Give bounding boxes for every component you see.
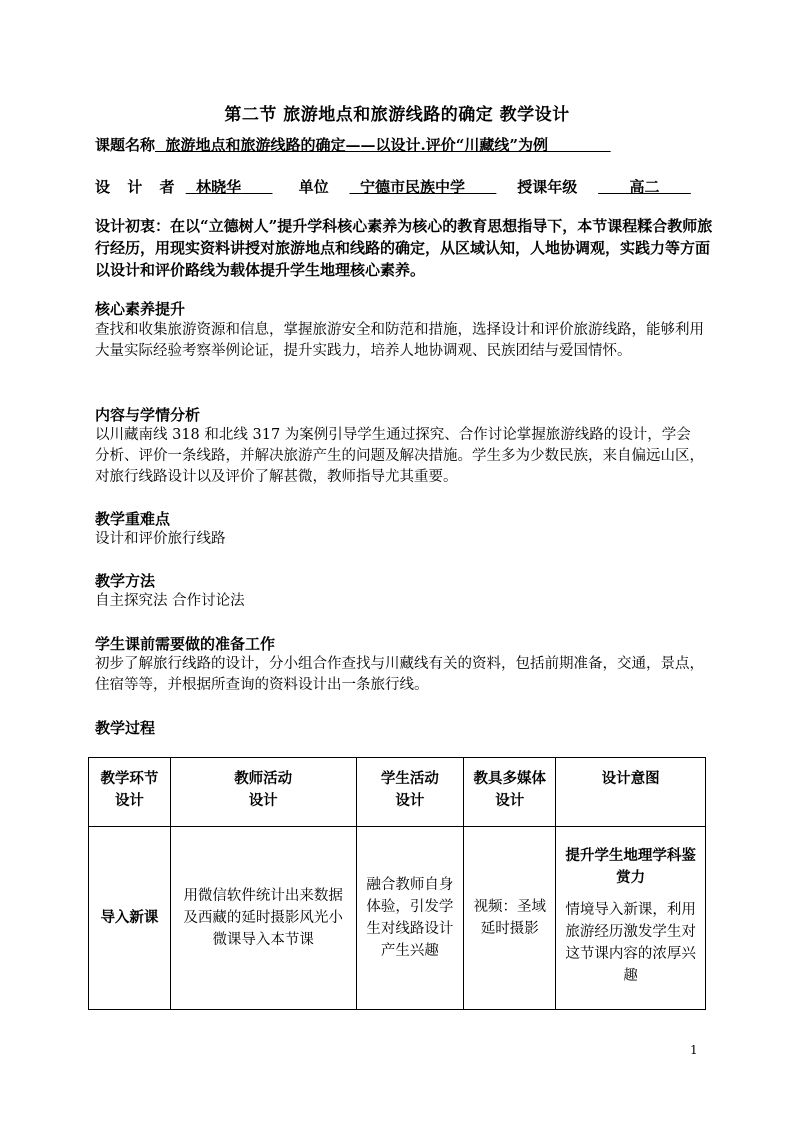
- topic-value: 旅游地点和旅游线路的确定——以设计.评价“川藏线”为例: [165, 136, 548, 154]
- grade-label: 授课年级: [517, 178, 578, 196]
- section-heading-analysis: 内容与学情分析: [95, 406, 201, 424]
- cell-media: 视频：圣域延时摄影: [464, 827, 556, 1010]
- page-number: 1: [690, 1043, 698, 1057]
- header-teacher: 教师活动 设计: [170, 758, 356, 827]
- unit-label: 单位: [298, 178, 329, 196]
- page-title: 第二节 旅游地点和旅游线路的确定 教学设计: [224, 105, 570, 125]
- header-stage: 教学环节 设计: [89, 758, 171, 827]
- process-heading: 教学过程: [95, 719, 156, 737]
- designer-line: [95, 176, 691, 197]
- designer-label: 设 计 者: [95, 178, 181, 196]
- section-heading-methods: 教学方法: [95, 572, 156, 590]
- topic-label: 课题名称: [95, 136, 156, 154]
- intent-title: 提升学生地理学科鉴赏力: [565, 847, 696, 886]
- topic-line: [95, 134, 611, 155]
- section-heading-keypoints: 教学重难点: [95, 510, 171, 528]
- section-heading-core: 核心素养提升: [95, 300, 186, 318]
- header-media: 教具多媒体 设计: [464, 758, 556, 827]
- design-intent: 设计初衷：在以“立德树人”提升学科核心素养为核心的教育思想指导下，本节课程糅合教师旅行经历，用现实资料讲授对旅游地点和线路的确定，从区域认知，人地协调观，实践力等方面以设计和评价路线为载体提升学生地理核心素养。: [95, 217, 713, 279]
- designer-value: 林晓华: [196, 178, 242, 196]
- header-student: 学生活动 设计: [356, 758, 464, 827]
- unit-value: 宁德市民族中学: [359, 178, 465, 196]
- cell-intent: [556, 827, 706, 1010]
- section-body-preparation: 初步了解旅行线路的设计，分小组合作查找与川藏线有关的资料，包括前期准备，交通，景点，住宿等等，并根据所查询的资料设计出一条旅行线。: [95, 656, 704, 693]
- header-intent: 设计意图: [556, 758, 706, 827]
- section-body-analysis: 以川藏南线 318 和北线 317 为案例引导学生通过探究、合作讨论掌握旅游线路的设计，学会分析、评价一条线路，并解决旅游产生的问题及解决措施。学生多为少数民族，来自偏远山区，对旅行线路设计以及评价了解甚微，教师指导尤其重要。: [95, 427, 704, 485]
- table-row: [89, 827, 706, 1010]
- process-table: [88, 757, 706, 1010]
- grade-value: 高二: [629, 178, 660, 196]
- table-header-row: [89, 758, 706, 827]
- intent-body: 情境导入新课，利用旅游经历激发学生对这节课内容的浓厚兴趣: [565, 902, 696, 984]
- section-heading-preparation: 学生课前需要做的准备工作: [95, 635, 276, 653]
- cell-teacher: 用微信软件统计出来数据及西藏的延时摄影风光小微课导入本节课: [170, 827, 356, 1010]
- cell-student: 融合教师自身体验，引发学生对线路设计产生兴趣: [356, 827, 464, 1010]
- section-body-core: 查找和收集旅游资源和信息，掌握旅游安全和防范和措施，选择设计和评价旅游线路，能够利用大量实际经验考察举例论证，提升实践力，培养人地协调观、民族团结与爱国情怀。: [95, 322, 704, 359]
- section-body-keypoints: 设计和评价旅行线路: [95, 531, 226, 547]
- cell-stage: 导入新课: [89, 827, 171, 1010]
- section-body-methods: 自主探究法 合作讨论法: [95, 593, 245, 609]
